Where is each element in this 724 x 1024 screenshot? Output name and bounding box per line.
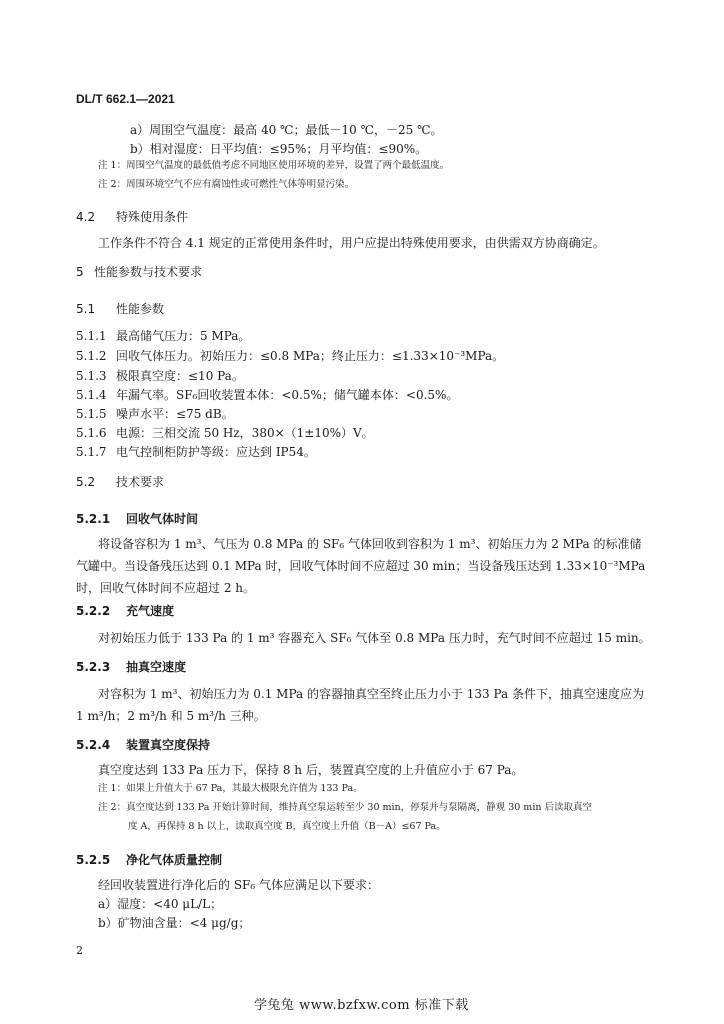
list-item [76,406,234,422]
env-note-1: 注 1：周围空气温度的最低值考虑不同地区使用环境的差异，设置了两个最低温度。 [98,160,450,171]
purity-item-a: a）湿度：<40 μL/L； [98,897,223,911]
section-title: 回收气体时间 [126,512,199,526]
section-number: 5 [76,265,84,279]
section-5-2-4-note-2-cont: 度 A，再保持 8 h 以上，读取真空度 B，真空度上升值（B－A）≤67 Pa。 [128,821,446,832]
list-item [76,368,244,384]
item-text: 最高储气压力：5 MPa。 [116,329,251,343]
section-title: 性能参数与技术要求 [94,265,203,279]
item-text: 极限真空度：≤10 Pa。 [116,369,244,383]
section-title: 技术要求 [116,475,165,489]
section-number: 5.2.2 [76,604,111,618]
item-text: 年漏气率。SF₆回收装置本体：<0.5%；储气罐本体：<0.5%。 [116,388,459,402]
footer-watermark: 学兔兔 www.bzfxw.com 标准下载 [254,998,469,1013]
section-5-2-4-note-1: 注 1：如果上升值大于 67 Pa，其最大极限允许值为 133 Pa。 [98,783,363,794]
item-text: 电源：三相交流 50 Hz，380×（1±10%）V。 [116,426,374,440]
item-number: 5.1.7 [76,445,107,459]
section-5-2-5-heading [76,851,222,868]
section-5-2-4-note-2: 注 2：真空度达到 133 Pa 开始计算时间，维持真空泵运转至少 30 min，停泵并与泵隔离，静观 30 min 后读取真空 [98,802,592,813]
section-number: 5.2.1 [76,512,111,526]
list-item [76,348,504,364]
purity-item-b: b）矿物油含量：<4 μg/g； [98,916,251,930]
section-5-2-1-heading [76,510,198,527]
item-number: 5.1.5 [76,407,107,421]
list-item [76,387,458,403]
item-text: 回收气体压力。初始压力：≤0.8 MPa；终止压力：≤1.33×10⁻³MPa。 [116,349,505,363]
section-5-1-heading [76,300,164,317]
section-number: 5.2.3 [76,660,111,674]
section-title: 特殊使用条件 [116,210,189,224]
section-5-2-4-heading [76,736,210,753]
section-5-2-3-heading [76,658,186,675]
list-item [76,425,374,441]
env-item-a: a）周围空气温度：最高 40 ℃；最低－10 ℃，－25 ℃。 [130,123,443,137]
section-5-2-4-text: 真空度达到 133 Pa 压力下，保持 8 h 后，装置真空度的上升值应小于 67 Pa。 [98,763,524,777]
item-number: 5.1.4 [76,388,107,402]
section-5-2-1-text: 将设备容积为 1 m³、气压为 0.8 MPa 的 SF₆ 气体回收到容积为 1 m³、初始压力为 2 MPa 的标准储气罐中。当设备残压达到 0.1 MPa 时，回收气体时间不应超过 30 min；当设备残压达到 1.33×10⁻³MPa 时，回收气体时间不应超过 2 h。 [76,537,646,595]
section-4-2-heading [76,208,188,225]
item-number: 5.1.2 [76,349,107,363]
section-title: 充气速度 [126,604,175,618]
item-text: 噪声水平：≤75 dB。 [116,407,234,421]
item-text: 电气控制柜防护等级：应达到 IP54。 [116,445,316,459]
section-5-2-2-heading [76,602,174,619]
section-5-2-2-text: 对初始压力低于 133 Pa 的 1 m³ 容器充入 SF₆ 气体至 0.8 MPa 压力时，充气时间不应超过 15 min。 [98,631,651,645]
env-item-b: b）相对湿度：日平均值：≤95%；月平均值：≤90%。 [130,142,428,156]
list-item [76,444,316,460]
section-4-2-text: 工作条件不符合 4.1 规定的正常使用条件时，用户应提出特殊使用要求，由供需双方协商确定。 [98,236,605,250]
section-5-2-3-text: 对容积为 1 m³、初始压力为 0.1 MPa 的容器抽真空至终止压力小于 133 Pa 条件下，抽真空速度应为 1 m³/h；2 m³/h 和 5 m³/h 三种。 [76,687,644,723]
standard-code-header: DL/T 662.1—2021 [76,92,175,106]
item-number: 5.1.6 [76,426,107,440]
section-number: 4.2 [76,210,96,224]
section-title: 性能参数 [116,302,165,316]
list-item [76,328,250,344]
section-5-2-heading [76,473,164,490]
page-number: 2 [76,944,83,957]
item-number: 5.1.1 [76,329,107,343]
section-number: 5.2.4 [76,738,111,752]
section-5-heading [76,263,202,280]
section-number: 5.1 [76,302,96,316]
item-number: 5.1.3 [76,369,107,383]
section-title: 抽真空速度 [126,660,187,674]
section-number: 5.2 [76,475,96,489]
section-title: 装置真空度保持 [126,738,211,752]
section-5-2-5-text: 经回收装置进行净化后的 SF₆ 气体应满足以下要求： [98,878,379,892]
section-number: 5.2.5 [76,853,111,867]
section-title: 净化气体质量控制 [126,853,223,867]
env-note-2: 注 2：周围环境空气不应有腐蚀性或可燃性气体等明显污染。 [98,179,355,190]
